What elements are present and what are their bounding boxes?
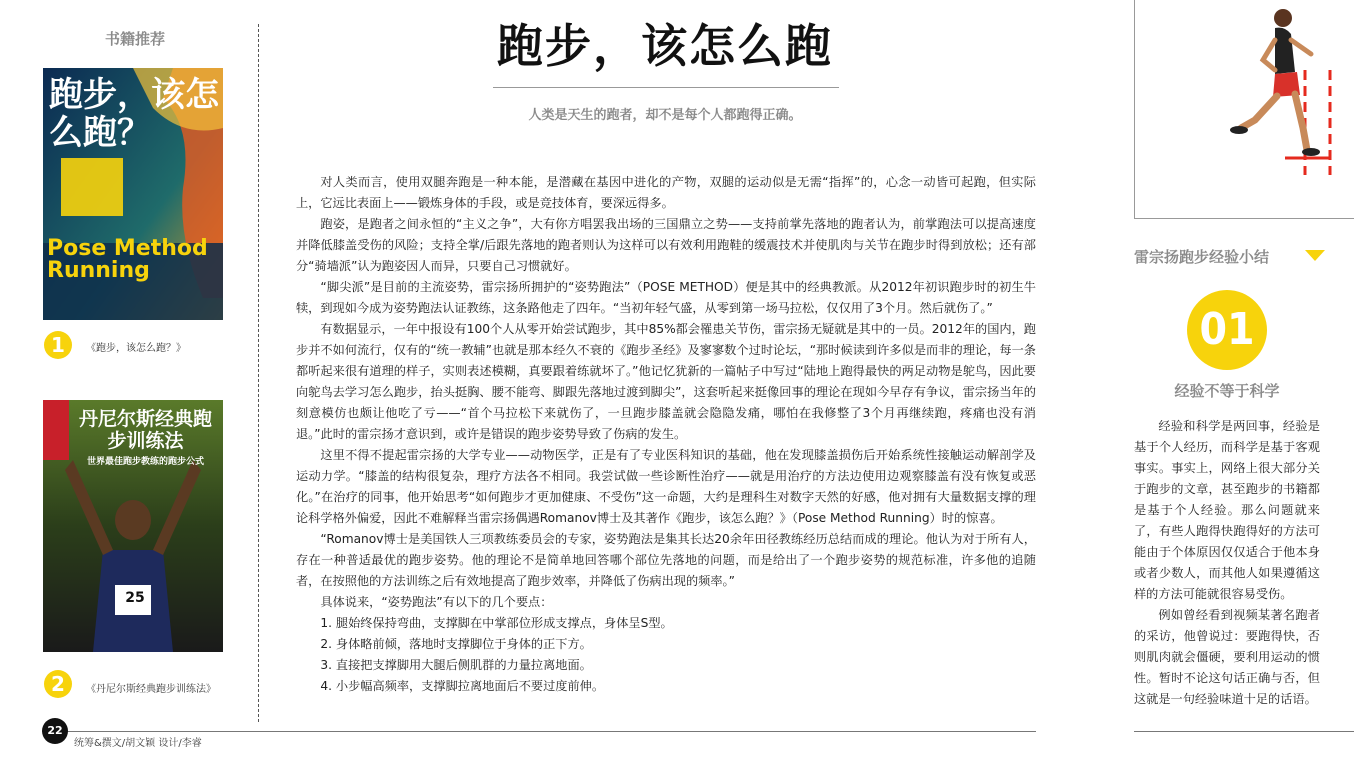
triangle-down-icon: [1305, 250, 1325, 261]
tip-title: 经验不等于科学: [1174, 382, 1280, 400]
list-item: 2. 身体略前倾，落地时支撑脚位于身体的正下方。: [320, 637, 592, 651]
right-footer-rule: [1134, 731, 1354, 732]
book-caption: 《跑步，该怎么跑？》: [86, 343, 186, 354]
article-paragraph: 有数据显示，一年中报设有100个人从零开始尝试跑步，其中85%都会罹患关节伤，雷宗扬无疑就是其中的一员。2012年的国内，跑步并不如何流行，仅有的“统一教辅”也就是那本经久不衰的《跑步圣经》及寥寥数个过时论坛，“那时候读到许多似是而非的理论，每一条都听起来很有道理的样子，实则表述模糊，真要跟着练就坏了。”他记忆犹新的一篇帖子中写过“陆地上跑得最快的两足动物是鸵鸟，因此要向鸵鸟去学习怎么跑步，抬头挺胸、腰不能弯、脚跟先落地过渡到脚尖”，这套听起来挺像回事的理论在现如今早存有争议，雷宗扬当年的刻意模仿也颇让他吃了亏——“首个马拉松下来就伤了，一旦跑步膝盖就会隐隐发痛，哪怕在我修整了3个月再继续跑，疼痛也没有消退。”此时的雷宗扬才意识到，或许是错误的跑步姿势导致了伤病的发生。: [296, 322, 1036, 441]
column-divider: [258, 24, 259, 722]
runner-figure: [1135, 0, 1354, 218]
footer-rule: [42, 731, 1036, 732]
book-caption: 《丹尼尔斯经典跑步训练法》: [86, 684, 216, 695]
article-headline: 跑步，该怎么跑: [497, 19, 833, 73]
book-cover-pose-method[interactable]: [43, 68, 223, 320]
article-paragraph: “Romanov博士是美国铁人三项教练委员会的专家，姿势跑法是集其长达20余年田径教练经历总结而成的理论。他认为对于所有人，存在一种普适最优的跑步姿势。他的理论不是简单地回答哪个部位先落地的问题，而是给出了一个跑步姿势的规范标准，许多他的追随者，在按照他的方法训练之后有效地提高了跑步效率，并降低了伤病出现的频率。”: [296, 532, 1036, 588]
runner-bib: 25: [125, 590, 145, 606]
cover-subtitle: 世界最佳跑步教练的跑步公式: [86, 457, 204, 467]
list-item: 1. 腿始终保持弯曲，支撑脚在中掌部位形成支撑点，身体呈S型。: [320, 616, 673, 630]
runner-illustration: [1134, 0, 1354, 219]
article-paragraph: 具体说来，“姿势跑法”有以下的几个要点：: [320, 595, 553, 609]
article-body: [296, 172, 1036, 697]
article-paragraph: “脚尖派”是目前的主流姿势，雷宗扬所拥护的“姿势跑法”（POSE METHOD）便是其中的经典教派。从2012年初识跑步时的初生牛犊，到现如今成为姿势跑法认证教练，这条路他走了四年。“当初年轻气盛，从零到第一场马拉松，仅仅用了3个月。然后就伤了。”: [296, 280, 1036, 315]
article-paragraph: 跑姿，是跑者之间永恒的“主义之争”，大有你方唱罢我出场的三国鼎立之势——支持前掌先落地的跑者认为，前掌跑法可以提高速度并降低膝盖受伤的风险；支持全掌/后跟先落地的跑者则认为这样可以有效利用跑鞋的缓震技术并使肌肉与关节在跑步时得到放松；还有部分“骑墙派”认为跑姿因人而异，只要自己习惯就好。: [296, 217, 1036, 273]
page-number: 22: [42, 718, 68, 744]
cover-series: Pose Method Running: [47, 236, 208, 283]
book-cover-daniels[interactable]: [43, 400, 223, 652]
tip-body: [1134, 416, 1320, 710]
book-number-badge: 1: [44, 331, 72, 359]
cover-title: 丹尼尔斯经典跑步训练法: [78, 408, 212, 452]
tip-paragraph: 经验和科学是两回事，经验是基于个人经历，而科学是基于客观事实。事实上，网络上很大部分关于跑步的文章，甚至跑步的书籍都是基于个人经验。那么问题就来了，有些人跑得快跑得好的方法可能由于个体原因仅仅适合于他本身或者少数人，而其他人如果遵循这样的方法可能就很容易受伤。: [1134, 419, 1320, 601]
tip-paragraph: 例如曾经看到视频某著名跑者的采访，他曾说过：要跑得快，否则肌肉就会僵硬，要利用运动的惯性。暂时不论这句话正确与否，但这就是一句经验味道十足的话语。: [1134, 608, 1320, 706]
sidebar-title: 书籍推荐: [104, 30, 165, 48]
book-number-badge: 2: [44, 670, 72, 698]
article-paragraph: 对人类而言，使用双腿奔跑是一种本能，是潜藏在基因中进化的产物，双腿的运动似是无需“指挥”的，心念一动皆可起跑，但实际上，它远比表面上——锻炼身体的手段，或是竞技体育，要深远得多。: [296, 175, 1036, 210]
credits: 统筹&撰文/胡文颖 设计/李睿: [74, 738, 202, 749]
headline-rule: [493, 87, 839, 88]
cover-title: 跑步，该怎么跑？: [49, 75, 219, 153]
tips-section-title: 雷宗扬跑步经验小结: [1134, 248, 1270, 266]
tip-number-badge: 01: [1187, 290, 1267, 370]
article-subheadline: 人类是天生的跑者，却不是每个人都跑得正确。: [528, 108, 802, 123]
article-paragraph: 这里不得不提起雷宗扬的大学专业——动物医学，正是有了专业医科知识的基础，他在发现膝盖损伤后开始系统性接触运动解剖学及运动力学。“膝盖的结构很复杂，理疗方法各不相同。我尝试做一些诊断性治疗——就是用治疗的方法边使用边观察膝盖有没有恢复或恶化。”在治疗的同事，他开始思考“如何跑步才更加健康、不受伤”这一命题，大约是理科生对数字天然的好感，他对拥有大量数据支撑的理论科学格外偏爱，因此不难解释当雷宗扬偶遇Romanov博士及其著作《跑步，该怎么跑？》（Pose Method Running）时的惊喜。: [296, 448, 1036, 525]
list-item: 4. 小步幅高频率，支撑脚拉离地面后不要过度前伸。: [320, 679, 605, 693]
list-item: 3. 直接把支撑脚用大腿后侧肌群的力量拉离地面。: [320, 658, 592, 672]
